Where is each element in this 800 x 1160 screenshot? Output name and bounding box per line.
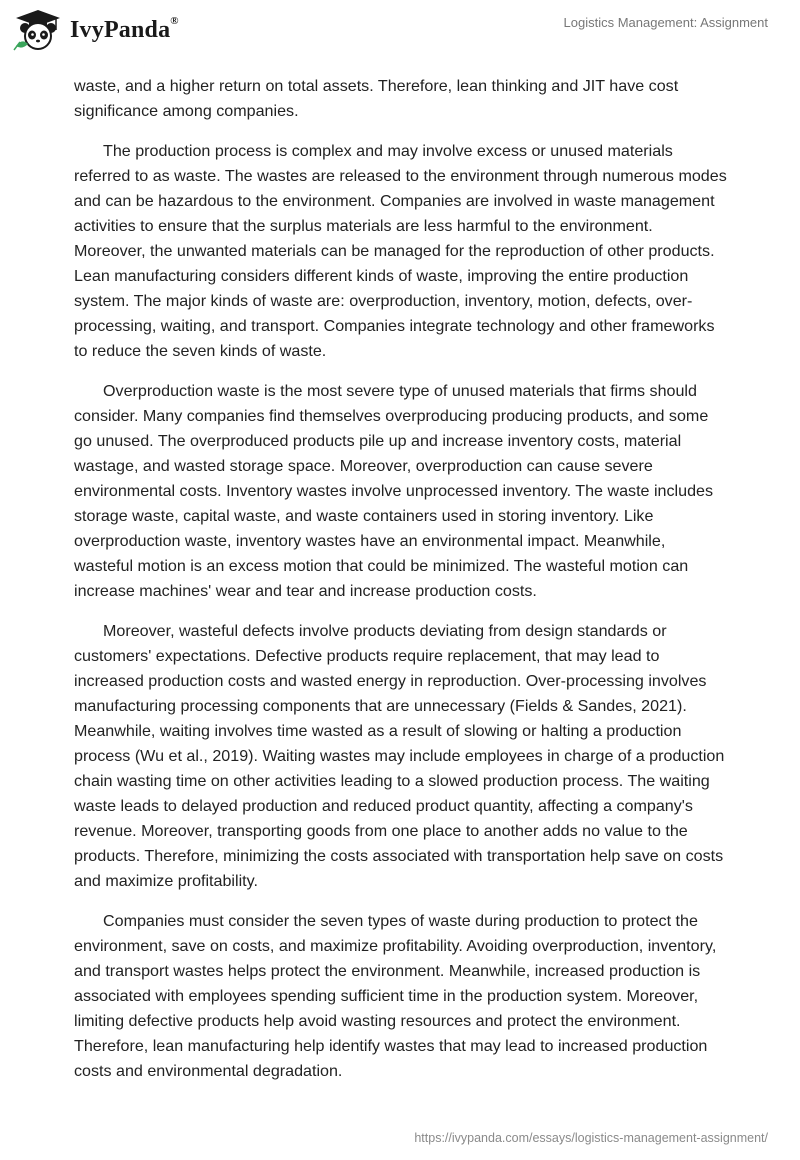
panda-graduate-icon	[12, 8, 64, 52]
paragraph-5: Companies must consider the seven types of waste during production to protect the environment, save on costs, and maximize profitability. Avoiding overproduction, inventory, and transport wastes helps protect the environment. Meanwhile, increased production is associated with employees spending sufficient time in the production system. Moreover, limiting defective products help avoid wasting resources and protect the environment. Therefore, lean manufacturing help identify wastes that may lead to increased production costs and environmental degradation.	[74, 912, 717, 1080]
brand-name: IvyPanda®	[70, 14, 179, 43]
brand-logo[interactable]	[12, 8, 179, 52]
essay-body	[74, 74, 728, 1099]
page-header	[0, 0, 800, 70]
source-url[interactable]: https://ivypanda.com/essays/logistics-management-assignment/	[414, 1131, 768, 1145]
paragraph-3: Overproduction waste is the most severe type of unused materials that firms should consider. Many companies find themselves overproducing producing products, and some go unused. The overproduced products pile up and increase inventory costs, material wastage, and wasted storage space. Moreover, overproduction can cause severe environmental costs. Inventory wastes involve unprocessed inventory. The waste includes storage waste, capital waste, and waste containers used in storing inventory. Like overproduction waste, inventory wastes have an environmental impact. Meanwhile, wasteful motion is an excess motion that could be minimized. The wasteful motion can increase machines' wear and tear and increase production costs.	[74, 382, 714, 600]
registered-mark: ®	[170, 14, 179, 27]
paragraph-2: The production process is complex and may involve excess or unused materials referred to as waste. The wastes are released to the environment through numerous modes and can be hazardous to the environment. Companies are involved in waste management activities to ensure that the surplus materials are less harmful to the environment. Moreover, the unwanted materials can be managed for the reproduction of other products. Lean manufacturing considers different kinds of waste, improving the entire production system. The major kinds of waste are: overproduction, inventory, motion, defects, over-processing, waiting, and transport. Companies integrate technology and other frameworks to reduce the seven kinds of waste.	[74, 142, 727, 360]
document-title: Logistics Management: Assignment	[563, 15, 768, 30]
paragraph-1: waste, and a higher return on total assets. Therefore, lean thinking and JIT have cost significance among companies.	[74, 77, 679, 120]
paragraph-4: Moreover, wasteful defects involve products deviating from design standards or customers' expectations. Defective products require replacement, that may lead to increased production costs and wasted energy in reproduction. Over-processing involves manufacturing processing components that are unnecessary (Fields & Sandes, 2021). Meanwhile, waiting involves time wasted as a result of slowing or halting a production process (Wu et al., 2019). Waiting wastes may include employees in charge of a production chain wasting time on other activities leading to a slowed production process. The waiting waste leads to delayed production and reduced product quantity, affecting a company's revenue. Moreover, transporting goods from one place to another adds no value to the products. Therefore, minimizing the costs associated with transportation help save on costs and maximize profitability.	[74, 622, 725, 890]
